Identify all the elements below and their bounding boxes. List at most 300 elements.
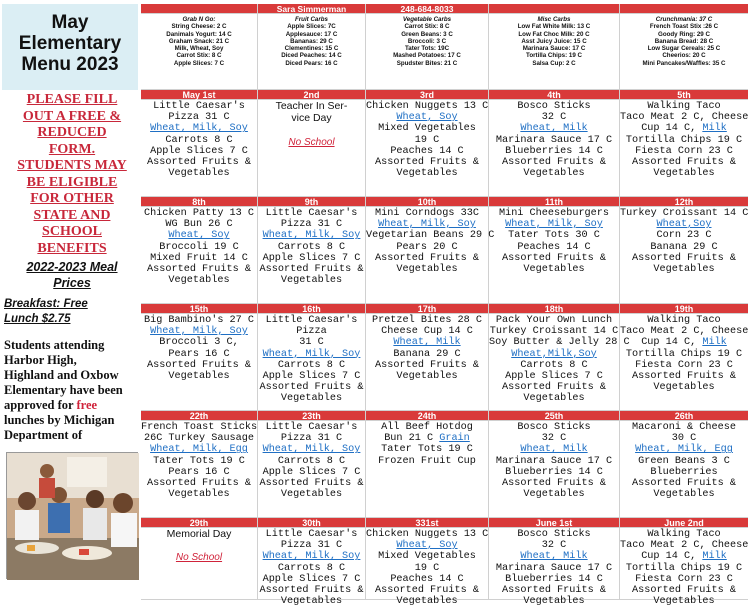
menu-line [141,208,257,219]
menu-item: 32 C [541,433,567,445]
day-menu [141,207,258,304]
menu-item: Taco Meat 2 C, Cheese [620,540,749,552]
students-line: Department of [4,428,83,442]
menu-item: Vegetables [653,382,715,394]
alternates-cell [489,14,620,90]
allergen-link[interactable]: Wheat, Milk, Soy [262,444,361,456]
menu-line [620,315,748,326]
menu-line [620,135,748,146]
menu-row [141,421,748,518]
date-row [141,304,748,314]
menu-item: Vegetables [653,264,715,276]
menu-line [366,529,488,540]
menu-item: Cup 14 C, [641,551,703,563]
menu-item: Assorted Fruits & [632,371,736,383]
day-menu [620,100,748,197]
alternates-item: Danimals Yogurt: 14 C [166,30,232,38]
menu-line [489,585,619,596]
menu-item: Assorted Fruits & [147,157,251,169]
menu-row [141,100,748,197]
menu-line [366,146,488,157]
menu-line [141,242,257,253]
day-menu [366,421,489,518]
menu-item: Assorted Fruits & [375,585,479,597]
menu-line [489,422,619,433]
allergen-link[interactable]: Milk [702,551,727,563]
allergen-link[interactable]: Wheat, Soy [396,540,458,552]
menu-item: Green Beans 3 C [638,455,730,467]
date-label: 15th [141,304,258,314]
menu-line [620,219,748,230]
menu-line [489,123,619,134]
alternates-item: Diced Pears: 16 C [285,59,338,67]
menu-line [141,467,257,478]
day-menu [141,421,258,518]
menu-item: Vegetables [168,371,230,383]
free-reduced-notice[interactable] [14,92,130,257]
allergen-link[interactable]: Grain [439,433,470,445]
menu-line [141,371,257,382]
allergen-link[interactable]: Milk [702,337,727,349]
allergen-link[interactable]: Wheat, Milk, Soy [378,219,476,231]
menu-row [141,528,749,607]
alternates-item: Tater Tots: 19C [404,45,450,53]
notice-line: STUDENTS MAY [17,158,127,173]
date-label: 9th [258,197,366,207]
alternates-item: Clementines: 15 C [284,45,339,53]
menu-line [258,360,365,371]
menu-item: Apple Slices 7 C [262,466,361,478]
menu-item: Cup 14 C, [641,123,703,135]
menu-line [620,422,748,433]
title-line: Elementary [18,33,122,54]
alternates-item: French Toast Stix :26 C [649,23,719,31]
day-menu [258,314,366,411]
menu-item: Broccoli 19 C [159,241,239,253]
alternates-cell [366,14,489,90]
allergen-link[interactable]: Wheat, Milk, Egg [635,444,733,456]
menu-line [366,230,495,242]
alternates-item: Bananas: 29 C [290,37,333,45]
menu-item: Apple Slices 7 C [262,573,361,585]
allergen-link[interactable]: Wheat, Milk, Soy [262,348,361,360]
alternates-cell [258,14,366,90]
menu-line [489,219,619,230]
students-line: Elementary have been [4,383,123,397]
menu-item: All Beef Hotdog [381,422,473,433]
menu-item: Banana 29 C [650,241,718,253]
menu-item: Bun 21 C [384,433,440,445]
menu-line [620,540,748,551]
menu-item: Big Bambino's 27 C [143,315,255,326]
menu-item: Mini Cheeseburgers [498,208,610,219]
menu-line [141,157,257,168]
allergen-link[interactable]: Wheat,Soy [656,219,712,231]
menu-item: Mixed Vegetables [378,551,476,563]
menu-line [620,551,748,562]
allergen-link[interactable]: Wheat, Milk, Soy [505,219,603,231]
menu-line [258,382,365,393]
menu-line [489,264,619,275]
menu-item: Bosco Sticks [517,422,591,433]
menu-item: Pears 16 C [168,466,230,478]
menu-line [141,275,257,286]
menu-item: Apple Slices 7 C [150,145,248,157]
menu-line [258,529,365,540]
allergen-link[interactable]: Wheat, Milk [520,123,588,135]
menu-item: Blueberries 14 C [505,145,603,157]
menu-item: Chicken Nuggets 13 C [366,101,489,112]
alternates-item: Applesauce: 17 C [285,30,338,38]
alternates-item: Apple Slices: 7C [287,23,336,31]
menu-item: Walking Taco [647,529,721,540]
menu-line [620,585,748,596]
menu-item: Assorted Fruits & [375,252,479,264]
menu-line [366,112,488,123]
menu-item: Chicken Nuggets 13 C [366,529,489,540]
menu-item: Vegetables [396,168,458,180]
menu-line [366,551,488,562]
menu-line [489,467,619,478]
menu-line [141,168,257,179]
menu-line [489,253,619,264]
header-cell [620,4,748,14]
menu-item: Macaroni & Cheese [632,422,736,433]
date-label: 25th [489,411,620,421]
alternates-item: Graham Snack: 21 C [168,37,230,45]
menu-item: Assorted Fruits & [259,585,364,597]
day-menu [258,528,366,607]
menu-line [489,382,619,393]
menu-line [366,585,488,596]
menu-item: Blueberries [650,466,718,478]
menu-line [620,242,748,253]
alternates-item: String Cheese: 2 C [171,23,227,31]
menu-line [366,574,488,585]
menu-item: Assorted Fruits & [147,359,251,371]
menu-line [141,541,257,552]
menu-line [366,253,488,264]
students-line: Harbor High, [4,353,77,367]
menu-line [489,157,619,168]
menu-line [489,596,619,607]
menu-item: Little Caesar's [265,315,358,326]
alternates-item: Asst Juicy Juice: 15 C [521,37,587,45]
menu-item: Pizza 31 C [280,219,343,231]
alternates-title: Misc Carbs [537,16,571,23]
allergen-link[interactable]: Wheat, Milk, Soy [150,326,248,338]
menu-line [489,444,619,455]
date-row [141,90,748,100]
menu-line [258,208,365,219]
menu-line [620,574,748,585]
menu-line [366,208,488,219]
menu-item: Turkey Croissant 14 C [620,208,749,219]
menu-line [141,326,257,337]
menu-line [366,337,488,348]
menu-line [141,349,257,360]
menu-line [141,264,257,275]
notice-line: REDUCED [37,125,107,140]
date-label: 19th [620,304,748,314]
menu-calendar [141,4,749,607]
title-line: May [51,12,89,33]
menu-line [141,337,257,348]
menu-item: Pears 16 C [168,348,230,360]
alternates-item: Carrot Stix: 8 C [404,23,450,31]
menu-line [141,489,257,500]
date-row [141,197,748,207]
lunch-price: Lunch $2.75 [4,313,71,325]
menu-line [141,253,257,264]
menu-line [366,264,488,275]
menu-line [489,349,619,360]
menu-item: Chicken Patty 13 C [143,208,255,219]
alternates-item: Marinara Sauce: 17 C [522,45,586,53]
menu-line [489,230,619,241]
alternates-item: Tortilla Chips: 19 C [526,52,582,60]
menu-line [489,433,619,444]
menu-line [258,337,365,348]
menu-item: Marinara Sauce 17 C [495,455,613,467]
menu-line [258,113,365,125]
menu-item: 26C Turkey Sausage [143,433,255,445]
header-cell: Sara Simmerman [258,4,366,14]
date-label: June 2nd [620,518,748,528]
students-lunch-photo [6,452,138,579]
day-menu [620,421,748,518]
menu-item: 32 C [541,540,567,552]
menu-item: Marinara Sauce 17 C [495,134,613,146]
menu-line [489,529,619,540]
menu-item: Vegetables [168,489,230,501]
menu-line [620,337,748,348]
menu-line [141,146,257,157]
allergen-link[interactable]: Wheat, Milk [520,444,588,456]
menu-line [141,444,257,455]
menu-line [258,422,365,433]
date-label: June 1st [489,518,620,528]
menu-item: Assorted Fruits & [375,157,479,169]
menu-line [258,230,365,241]
day-menu [489,207,620,304]
menu-line [258,264,365,275]
menu-line [258,563,365,574]
menu-item: Cup 14 C, [641,337,703,349]
alternates-row [141,14,748,90]
allergen-link[interactable]: Wheat, Milk [520,551,588,563]
menu-item: Mini Corndogs 33C [375,208,479,219]
allergen-link[interactable]: Wheat, Milk, Soy [262,551,361,563]
day-menu [258,421,366,518]
menu-item: Apple Slices 7 C [262,371,361,383]
price-info [4,297,138,327]
date-label: 5th [620,90,748,100]
allergen-link[interactable]: Wheat, Milk [393,337,461,349]
menu-line [620,123,748,134]
menu-item: Carrots 8 C [277,241,346,253]
menu-line [620,371,748,382]
menu-item: Vegetables [168,168,230,180]
meal-prices-heading [10,259,134,291]
menu-item: Little Caesar's [265,422,358,433]
menu-item: Bosco Sticks [517,529,591,540]
menu-line [141,123,257,134]
alternates-item: Mini Pancakes/Waffles: 35 C [642,59,726,67]
menu-item: Little Caesar's [265,529,358,540]
menu-line [489,168,619,179]
day-menu [366,100,489,197]
date-label: 22th [141,411,258,421]
menu-item: Pretzel Bites 28 C [371,315,483,326]
breakfast-price: Breakfast: Free [4,298,88,310]
menu-line [258,574,365,585]
day-menu [366,314,489,411]
menu-line [141,315,257,326]
day-menu [489,314,630,411]
students-note [4,338,140,443]
menu-line [258,125,365,136]
menu-line [366,242,488,253]
day-menu [620,528,749,607]
menu-item: Mixed Fruit 14 C [150,252,248,264]
menu-item: Assorted Fruits & [147,478,251,490]
menu-line [258,433,365,444]
menu-item: Blueberries 14 C [505,573,603,585]
menu-item: 32 C [541,112,567,124]
header-cell: 248-684-8033 [366,4,489,14]
menu-line [620,101,748,112]
allergen-link[interactable]: Wheat, Milk, Soy [150,123,248,135]
menu-item: Frozen Fruit Cup [378,455,476,467]
menu-item: Cheese Cup 14 C [381,326,473,338]
menu-line [141,456,257,467]
menu-line [489,315,619,326]
allergen-link[interactable]: Wheat, Soy [396,112,458,124]
menu-item: Vegetables [168,275,230,287]
menu-line [141,529,257,541]
menu-line [141,135,257,146]
header-cell [489,4,620,14]
menu-line [489,326,619,337]
menu-line [620,563,748,574]
menu-item: Pears 20 C [396,241,458,253]
allergen-link[interactable]: Milk [702,123,727,135]
menu-line [489,208,619,219]
day-menu [489,421,620,518]
menu-item: Vegetables [280,596,343,607]
day-menu [366,207,495,304]
menu-item: Tortilla Chips 19 C [625,562,743,574]
menu-line [258,456,365,467]
menu-line [258,540,365,551]
menu-item: Bosco Sticks [517,101,591,112]
meal-prices-line: 2022-2023 Meal [26,260,118,274]
alternates-item: Spudster Bites: 21 C [396,59,458,67]
menu-line [620,596,748,607]
menu-item: Little Caesar's [265,208,358,219]
menu-line [489,371,619,382]
alternates-item: Broccoli: 3 C [407,37,447,45]
notice-line: FOR OTHER [30,191,114,206]
header-row [141,4,748,14]
allergen-link[interactable]: Wheat,Milk,Soy [511,348,597,360]
menu-line [366,135,488,146]
menu-line [489,337,630,349]
day-menu [489,528,620,607]
title-line: Menu 2023 [21,54,119,75]
menu-line [258,585,365,596]
header-cell [141,4,258,14]
menu-item: Carrots 8 C [520,359,588,371]
menu-line [258,596,365,607]
date-row [141,411,748,421]
day-menu [141,314,258,411]
menu-item: Pack Your Own Lunch [495,315,613,326]
allergen-link[interactable]: Wheat, Soy [168,230,230,242]
menu-item: Taco Meat 2 C, Cheese [620,112,749,124]
menu-line [620,433,748,444]
menu-item: Vegetables [523,596,585,607]
menu-item: Little Caesar's [153,101,245,112]
alternates-cell [141,14,258,90]
menu-line [258,219,365,230]
menu-item: 31 C [299,337,324,349]
notice-line: BENEFITS [37,240,107,256]
notice-line: PLEASE FILL [26,92,118,107]
no-school-label: No School [288,136,335,148]
alternates-item: Goody Ring: 29 C [658,30,710,38]
menu-item: Vegetables [523,264,585,276]
no-school-label: No School [175,552,223,564]
menu-line [489,478,619,489]
notice-line: OUT A FREE & [22,108,122,124]
allergen-link[interactable]: Wheat, Milk, Soy [262,230,361,242]
menu-line [620,360,748,371]
photo-illustration [7,453,139,580]
sidebar [0,0,140,589]
alternates-item: Apple Slices: 7 C [173,59,225,67]
students-line-text: approved for [4,398,74,412]
menu-item: Pizza 31 C [280,433,343,445]
day-menu [258,207,366,304]
menu-item: 30 C [671,433,697,445]
menu-item: Assorted Fruits & [502,382,606,394]
menu-line [620,326,748,337]
menu-item: Corn 23 C [656,230,712,242]
date-label: 26th [620,411,748,421]
alternates-title: Grab N Go: [182,16,216,23]
menu-item: Vegetables [280,489,343,501]
menu-line [258,444,365,455]
alternates-item: Green Beans: 3 C [401,30,453,38]
menu-line [366,123,488,134]
menu-item: Assorted Fruits & [632,157,736,169]
date-label: 18th [489,304,620,314]
menu-item: Assorted Fruits & [259,478,364,490]
menu-line [258,242,365,253]
menu-item: Assorted Fruits & [259,382,364,394]
menu-line [489,551,619,562]
menu-line [258,393,365,404]
menu-line [258,275,365,286]
allergen-link[interactable]: Wheat, Milk, Egg [150,444,248,456]
alternates-item: Cheerios: 20 C [662,52,706,60]
menu-line [141,422,257,433]
day-menu [141,100,258,197]
notice-line: STATE AND [33,207,111,223]
menu-item: Peaches 14 C [517,241,591,253]
